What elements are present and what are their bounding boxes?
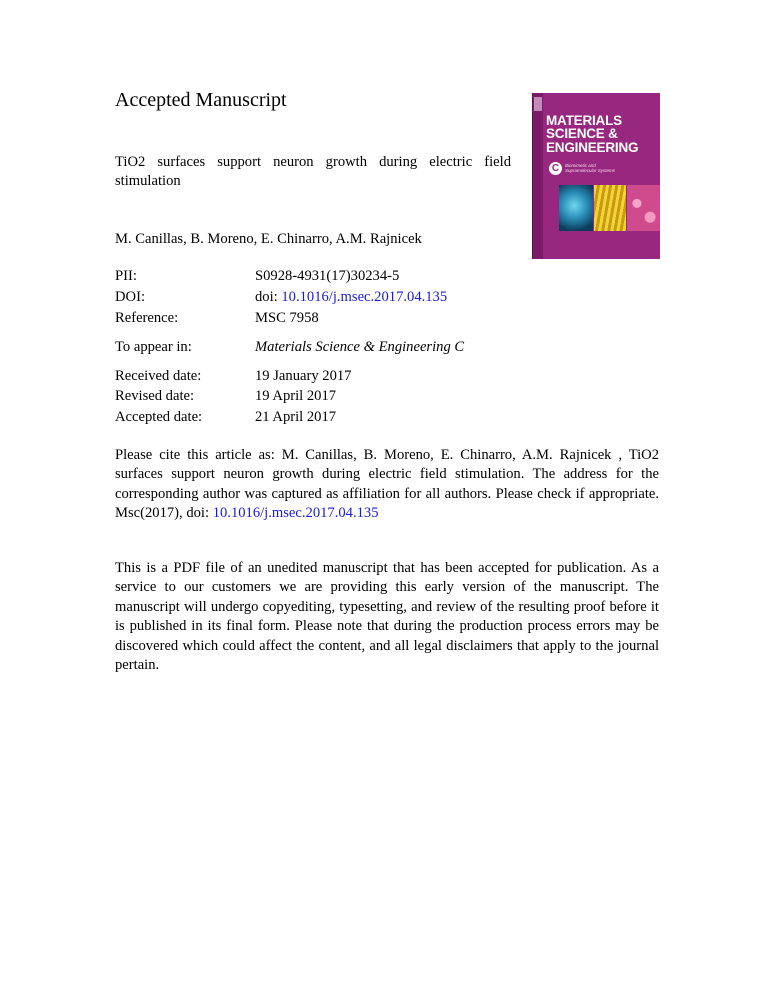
article-title-line-1: TiO2 surfaces support neuron growth during electric field — [115, 154, 511, 170]
doi-value — [255, 289, 447, 306]
received-date-label: Received date: — [115, 368, 202, 384]
doi-label: DOI: — [115, 289, 145, 305]
citation-paragraph — [115, 446, 659, 524]
accepted-date-label: Accepted date: — [115, 409, 203, 425]
manuscript-notice: This is a PDF file of an unedited manuscript that has been accepted for publication. As a service to our customers we are providing this early version of the manuscript. The manuscript will undergo copyediting, typesetting, and review of the resulting proof before it is published in its final form. Please note that during the production process errors may be discovered which could affect the content, and all legal disclaimers that apply to the journal pertain. — [115, 560, 659, 674]
appear-in-label: To appear in: — [115, 339, 192, 355]
cover-image-cells — [559, 185, 593, 231]
cover-subtitle-line-2: Supramolecular Systems — [565, 168, 616, 174]
cover-subtitle-line-1: Biomimetic and — [565, 163, 596, 168]
cover-section-badge: C — [549, 162, 562, 175]
citation-text: Please cite this article as: M. Canillas, B. Moreno, E. Chinarro, A.M. Rajnicek , TiO2 surfaces support neuron growth during electric field stimulation. The address for the corresponding author was captured as affiliation for all authors. Please check if appropriate. Msc(2017), doi: — [115, 447, 659, 522]
journal-cover — [532, 93, 660, 259]
article-title — [115, 153, 511, 191]
cover-image-fibers — [594, 185, 626, 231]
revised-date-value: 19 April 2017 — [255, 388, 337, 404]
doi-prefix: doi: — [255, 289, 278, 305]
doi-link[interactable]: 10.1016/j.msec.2017.04.135 — [281, 289, 448, 305]
pii-label: PII: — [115, 268, 137, 284]
revised-date-label: Revised date: — [115, 388, 195, 404]
accepted-date-value: 21 April 2017 — [255, 409, 337, 425]
reference-label: Reference: — [115, 310, 179, 326]
cover-journal-title — [546, 114, 658, 154]
cover-title-line-3: ENGINEERING — [546, 139, 639, 155]
cover-subtitle — [565, 163, 657, 174]
cover-side-strip — [533, 93, 543, 259]
reference-value: MSC 7958 — [255, 310, 319, 326]
pii-value: S0928-4931(17)30234-5 — [255, 268, 400, 284]
cover-image-spheres — [627, 185, 660, 231]
cover-title-line-2: SCIENCE & — [546, 126, 618, 142]
page-heading: Accepted Manuscript — [115, 89, 287, 111]
article-title-line-2: stimulation — [115, 173, 181, 189]
cover-title-line-1: MATERIALS — [546, 113, 622, 128]
author-list: M. Canillas, B. Moreno, E. Chinarro, A.M. Rajnicek — [115, 231, 422, 247]
journal-name: Materials Science & Engineering C — [255, 339, 465, 355]
citation-doi-link[interactable]: 10.1016/j.msec.2017.04.135 — [212, 505, 379, 522]
received-date-value: 19 January 2017 — [255, 368, 352, 384]
publisher-logo-icon — [534, 97, 542, 111]
